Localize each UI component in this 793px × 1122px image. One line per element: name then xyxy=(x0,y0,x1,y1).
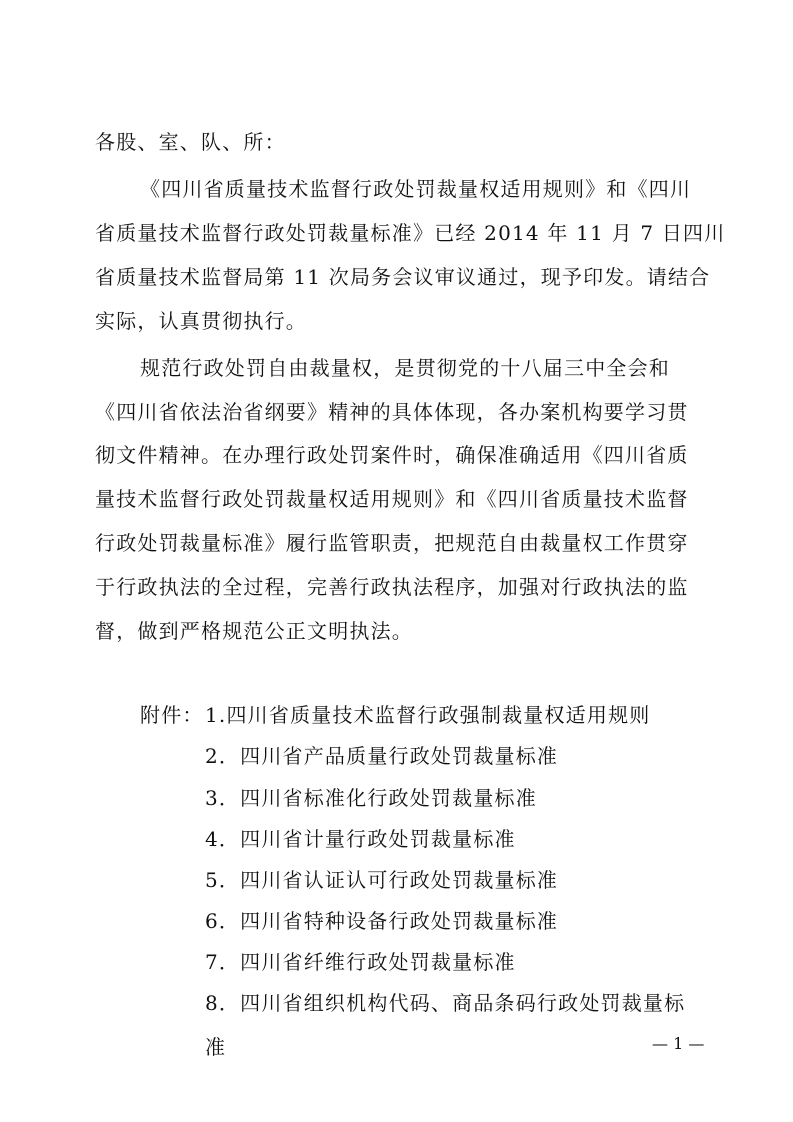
attachment-item-2: 2．四川省产品质量行政处罚裁量标准 xyxy=(205,744,559,768)
salutation: 各股、室、队、所： xyxy=(95,130,286,154)
paragraph2-line7: 督，做到严格规范公正文明执法。 xyxy=(95,619,413,643)
paragraph2-line4: 量技术监督行政处罚裁量权适用规则》和《四川省质量技术监督 xyxy=(95,487,689,511)
attachment-item-5: 5．四川省认证认可行政处罚裁量标准 xyxy=(205,868,559,892)
paragraph2-line2: 《四川省依法治省纲要》精神的具体体现，各办案机构要学习贯 xyxy=(95,400,689,424)
attachments-label: 附件： xyxy=(140,703,204,727)
paragraph2-line5: 行政处罚裁量标准》履行监管职责，把规范自由裁量权工作贯穿 xyxy=(95,531,689,555)
paragraph1-line4: 实际，认真贯彻执行。 xyxy=(95,309,307,333)
page-number: — 1 — xyxy=(652,1034,705,1053)
paragraph2-line6: 于行政执法的全过程，完善行政执法程序，加强对行政执法的监 xyxy=(95,575,689,599)
paragraph2-line1: 规范行政处罚自由裁量权，是贯彻党的十八届三中全会和 xyxy=(140,356,670,380)
paragraph1-line1: 《四川省质量技术监督行政处罚裁量权适用规则》和《四川 xyxy=(140,177,692,201)
attachment-item-7: 7．四川省纤维行政处罚裁量标准 xyxy=(205,950,516,974)
paragraph1-line3: 省质量技术监督局第 11 次局务会议审议通过，现予印发。请结合 xyxy=(95,265,711,289)
attachment-item-1: 1.四川省质量技术监督行政强制裁量权适用规则 xyxy=(205,703,651,727)
attachment-item-4: 4．四川省计量行政处罚裁量标准 xyxy=(205,827,516,851)
attachment-item-8-wrap: 准 xyxy=(205,1035,227,1059)
paragraph1-line2: 省质量技术监督行政处罚裁量标准》已经 2014 年 11 月 7 日四川 xyxy=(95,221,726,245)
attachment-item-8: 8．四川省组织机构代码、商品条码行政处罚裁量标 xyxy=(205,991,686,1015)
attachment-item-6: 6．四川省特种设备行政处罚裁量标准 xyxy=(205,909,559,933)
paragraph2-line3: 彻文件精神。在办理行政处罚案件时，确保准确适用《四川省质 xyxy=(95,443,689,467)
attachment-item-3: 3．四川省标准化行政处罚裁量标准 xyxy=(205,786,537,810)
